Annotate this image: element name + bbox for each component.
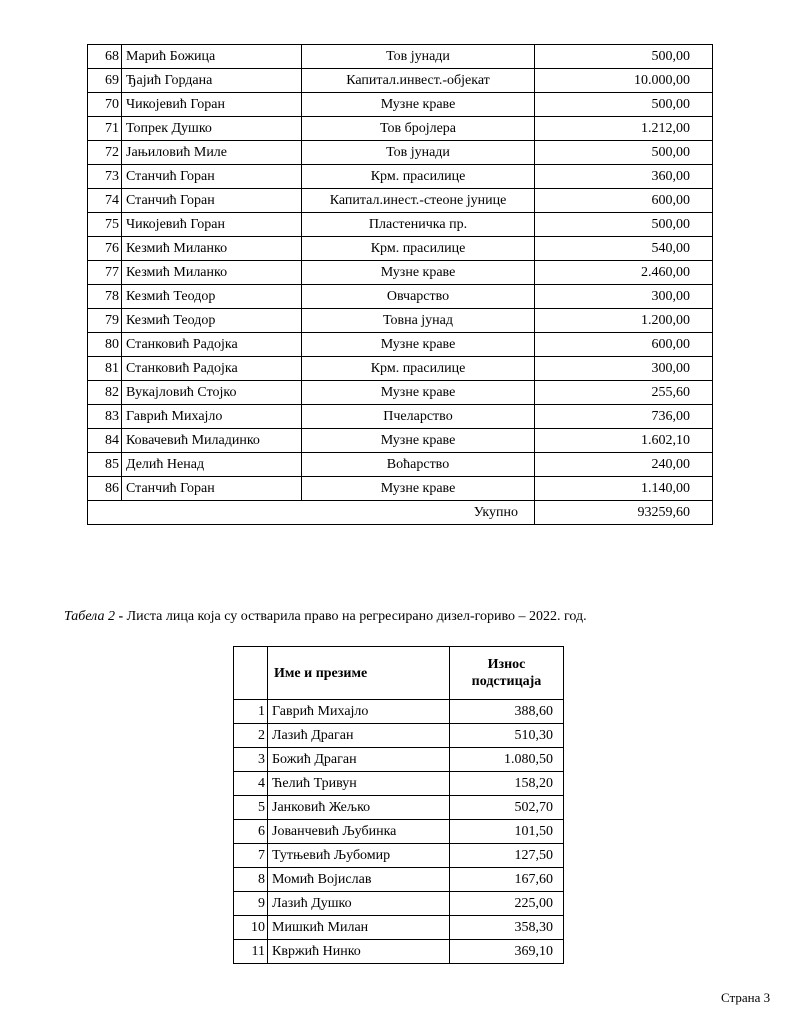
subsidy-amount: 2.460,00 <box>535 261 713 285</box>
table-row <box>88 429 713 453</box>
subsidy-amount: 360,00 <box>535 165 713 189</box>
table-row <box>88 261 713 285</box>
person-name: Чикојевић Горан <box>122 93 302 117</box>
total-label: Укупно <box>88 501 535 525</box>
table-row <box>234 916 564 940</box>
row-number: 7 <box>234 844 268 868</box>
subsidy-amount: 388,60 <box>450 700 564 724</box>
subsidy-table <box>87 44 713 525</box>
subsidy-amount: 500,00 <box>535 213 713 237</box>
table-row <box>88 333 713 357</box>
subsidy-amount: 1.602,10 <box>535 429 713 453</box>
table-row <box>88 117 713 141</box>
row-number: 3 <box>234 748 268 772</box>
table-header-row <box>234 647 564 700</box>
row-number: 1 <box>234 700 268 724</box>
subsidy-purpose: Музне краве <box>302 477 535 501</box>
person-name: Станковић Радојка <box>122 357 302 381</box>
subsidy-amount: 300,00 <box>535 285 713 309</box>
table-row <box>88 189 713 213</box>
diesel-subsidy-table <box>233 646 564 964</box>
subsidy-amount: 600,00 <box>535 333 713 357</box>
table-row <box>88 357 713 381</box>
person-name: Гаврић Михајло <box>122 405 302 429</box>
row-number: 10 <box>234 916 268 940</box>
subsidy-purpose: Воћарство <box>302 453 535 477</box>
person-name: Тутњевић Љубомир <box>268 844 450 868</box>
subsidy-amount: 10.000,00 <box>535 69 713 93</box>
person-name: Станковић Радојка <box>122 333 302 357</box>
person-name: Ћелић Тривун <box>268 772 450 796</box>
subsidy-amount: 1.200,00 <box>535 309 713 333</box>
person-name: Јанковић Жељко <box>268 796 450 820</box>
table-row <box>88 165 713 189</box>
table-row <box>88 405 713 429</box>
row-number: 73 <box>88 165 122 189</box>
table-row <box>88 141 713 165</box>
row-number: 86 <box>88 477 122 501</box>
subsidy-amount: 127,50 <box>450 844 564 868</box>
person-name: Кезмић Теодор <box>122 285 302 309</box>
person-name: Јањиловић Миле <box>122 141 302 165</box>
header-amount: Износ подстицаја <box>450 647 564 700</box>
row-number: 5 <box>234 796 268 820</box>
subsidy-purpose: Капитал.инвест.-објекат <box>302 69 535 93</box>
table-row <box>234 748 564 772</box>
table-row <box>88 381 713 405</box>
table-row <box>88 285 713 309</box>
subsidy-purpose: Тов јунади <box>302 45 535 69</box>
subsidy-purpose: Музне краве <box>302 93 535 117</box>
subsidy-amount: 255,60 <box>535 381 713 405</box>
subsidy-purpose: Пчеларство <box>302 405 535 429</box>
subsidy-purpose: Тов јунади <box>302 141 535 165</box>
subsidy-purpose: Крм. прасилице <box>302 237 535 261</box>
person-name: Ковачевић Миладинко <box>122 429 302 453</box>
row-number: 9 <box>234 892 268 916</box>
row-number: 6 <box>234 820 268 844</box>
row-number: 77 <box>88 261 122 285</box>
person-name: Чикојевић Горан <box>122 213 302 237</box>
table-row <box>234 724 564 748</box>
subsidy-amount: 600,00 <box>535 189 713 213</box>
row-number: 85 <box>88 453 122 477</box>
caption-dash: - <box>118 609 124 624</box>
person-name: Станчић Горан <box>122 165 302 189</box>
table-row <box>234 772 564 796</box>
table-row <box>88 477 713 501</box>
row-number: 78 <box>88 285 122 309</box>
row-number: 81 <box>88 357 122 381</box>
row-number: 80 <box>88 333 122 357</box>
person-name: Топрек Душко <box>122 117 302 141</box>
subsidy-purpose: Капитал.инест.-стеоне јунице <box>302 189 535 213</box>
subsidy-amount: 300,00 <box>535 357 713 381</box>
row-number: 68 <box>88 45 122 69</box>
person-name: Квржић Нинко <box>268 940 450 964</box>
person-name: Станчић Горан <box>122 189 302 213</box>
page-number: Страна 3 <box>721 990 771 1005</box>
row-number: 4 <box>234 772 268 796</box>
subsidy-amount: 158,20 <box>450 772 564 796</box>
row-number: 2 <box>234 724 268 748</box>
person-name: Момић Војислав <box>268 868 450 892</box>
subsidy-amount: 502,70 <box>450 796 564 820</box>
table-caption <box>64 609 587 625</box>
person-name: Лазић Душко <box>268 892 450 916</box>
subsidy-amount: 510,30 <box>450 724 564 748</box>
subsidy-purpose: Музне краве <box>302 261 535 285</box>
table-row <box>88 69 713 93</box>
subsidy-purpose: Крм. прасилице <box>302 165 535 189</box>
subsidy-amount: 358,30 <box>450 916 564 940</box>
header-name: Име и презиме <box>268 647 450 700</box>
subsidy-amount: 369,10 <box>450 940 564 964</box>
table-row <box>234 892 564 916</box>
subsidy-purpose: Музне краве <box>302 381 535 405</box>
subsidy-purpose: Пластеничка пр. <box>302 213 535 237</box>
table-row <box>88 45 713 69</box>
person-name: Кезмић Миланко <box>122 261 302 285</box>
row-number: 83 <box>88 405 122 429</box>
row-number: 72 <box>88 141 122 165</box>
row-number: 75 <box>88 213 122 237</box>
table-row <box>234 844 564 868</box>
table-row <box>234 820 564 844</box>
caption-label: Табела 2 <box>64 609 115 624</box>
person-name: Делић Ненад <box>122 453 302 477</box>
subsidy-amount: 240,00 <box>535 453 713 477</box>
subsidy-amount: 1.140,00 <box>535 477 713 501</box>
subsidy-amount: 101,50 <box>450 820 564 844</box>
caption-text: Листа лица која су остварила право на регресирано дизел-гориво – 2022. год. <box>126 609 587 624</box>
subsidy-purpose: Товна јунад <box>302 309 535 333</box>
total-value: 93259,60 <box>535 501 713 525</box>
person-name: Кезмић Теодор <box>122 309 302 333</box>
row-number: 74 <box>88 189 122 213</box>
person-name: Марић Божица <box>122 45 302 69</box>
row-number: 11 <box>234 940 268 964</box>
person-name: Вукајловић Стојко <box>122 381 302 405</box>
header-number <box>234 647 268 700</box>
row-number: 82 <box>88 381 122 405</box>
table-row <box>234 940 564 964</box>
subsidy-amount: 736,00 <box>535 405 713 429</box>
subsidy-purpose: Тов бројлера <box>302 117 535 141</box>
row-number: 69 <box>88 69 122 93</box>
table-row <box>234 796 564 820</box>
subsidy-purpose: Музне краве <box>302 429 535 453</box>
subsidy-amount: 500,00 <box>535 45 713 69</box>
subsidy-amount: 167,60 <box>450 868 564 892</box>
subsidy-amount: 225,00 <box>450 892 564 916</box>
person-name: Ђајић Гордана <box>122 69 302 93</box>
subsidy-amount: 500,00 <box>535 141 713 165</box>
person-name: Станчић Горан <box>122 477 302 501</box>
person-name: Мишкић Милан <box>268 916 450 940</box>
person-name: Лазић Драган <box>268 724 450 748</box>
person-name: Гаврић Михајло <box>268 700 450 724</box>
row-number: 79 <box>88 309 122 333</box>
table-row <box>88 453 713 477</box>
person-name: Јованчевић Љубинка <box>268 820 450 844</box>
table-row <box>88 237 713 261</box>
person-name: Божић Драган <box>268 748 450 772</box>
table-row <box>88 213 713 237</box>
table-row <box>234 700 564 724</box>
row-number: 76 <box>88 237 122 261</box>
person-name: Кезмић Миланко <box>122 237 302 261</box>
table-row <box>88 309 713 333</box>
subsidy-amount: 1.212,00 <box>535 117 713 141</box>
subsidy-amount: 500,00 <box>535 93 713 117</box>
subsidy-purpose: Овчарство <box>302 285 535 309</box>
table-row <box>234 868 564 892</box>
table-row <box>88 93 713 117</box>
subsidy-amount: 1.080,50 <box>450 748 564 772</box>
row-number: 71 <box>88 117 122 141</box>
row-number: 84 <box>88 429 122 453</box>
total-row <box>88 501 713 525</box>
row-number: 70 <box>88 93 122 117</box>
subsidy-purpose: Крм. прасилице <box>302 357 535 381</box>
subsidy-amount: 540,00 <box>535 237 713 261</box>
subsidy-purpose: Музне краве <box>302 333 535 357</box>
row-number: 8 <box>234 868 268 892</box>
